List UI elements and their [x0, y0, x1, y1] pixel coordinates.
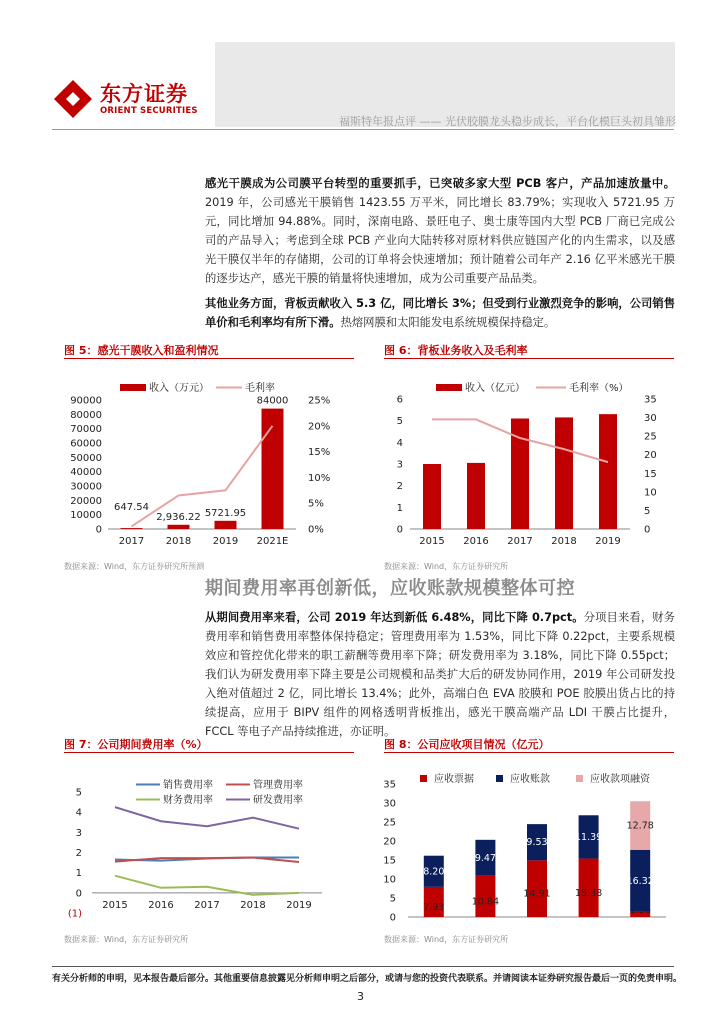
- fig7-x-tick: 2017: [194, 899, 220, 911]
- fig7-legend-label: 财务费用率: [163, 795, 213, 806]
- fig7-x-tick: 2019: [286, 899, 312, 911]
- fig5-bar: [168, 525, 190, 529]
- fig6-y2-tick: 20: [644, 450, 657, 462]
- fig6-legend-bar-swatch: [436, 384, 462, 391]
- fig7-y-tick: 1: [75, 868, 82, 880]
- fig7-divider: [64, 752, 354, 753]
- fig7-chart: [60, 776, 360, 926]
- fig8-y-tick: 5: [389, 893, 396, 905]
- fig5-legend-bar-label: 收入（万元）: [149, 383, 209, 394]
- company-logo: [52, 78, 198, 120]
- fig5-y2-tick: 20%: [308, 421, 331, 433]
- fig7-y-tick: 3: [75, 827, 82, 839]
- fig8-legend-swatch: [420, 775, 427, 782]
- fig7-legend-label: 销售费用率: [163, 780, 213, 791]
- fig6-y2-tick: 35: [644, 394, 657, 406]
- fig5-y2-tick: 15%: [308, 447, 331, 459]
- intro-p1-text: 2019 年，公司感光干膜销售 1423.55 万平米，同比增长 83.79%；实现收入 5721.95 万元，同比增加 94.88%。同时，深南电路、景旺电子、奥士康等国内大型 PCB 厂商已完成公司的产品导入；考虑到全球 PCB 产业向大陆转移对原材料供应链国产化的内生需求，以及感光干膜仅半年的存储期，公司的订单将会快速增加；预计随着公司年产 2.16 亿平米感光干膜的逐步达产，感光干膜的销量将快速增加，成为公司重要产品品类。: [205, 196, 675, 285]
- fig5-y-tick: 80000: [70, 409, 102, 421]
- fig5-bar: [121, 528, 143, 529]
- fig7-x-tick: 2018: [240, 899, 266, 911]
- fig7-y-tick: (1): [67, 908, 82, 920]
- fig8-bar-label: 12.78: [626, 820, 654, 832]
- logo-mark-icon: [52, 78, 94, 120]
- fig6-bar: [467, 463, 485, 529]
- fig5-y2-tick: 10%: [308, 472, 331, 484]
- fig8-y-tick: 20: [383, 836, 396, 848]
- fig8-bar-label: 9.53: [526, 837, 548, 849]
- header-divider: [52, 129, 674, 130]
- report-subtitle: 福斯特年报点评 —— 光伏胶膜龙头稳步成长，平台化模巨头初具雏形: [339, 115, 676, 128]
- fig5-source: 数据来源：Wind，东方证券研究所预测: [64, 562, 205, 571]
- fig6-x-tick: 2015: [419, 536, 445, 547]
- fig6-bar: [555, 417, 573, 529]
- fig5-margin-line: [132, 426, 273, 527]
- fig6-y-tick: 5: [396, 416, 403, 428]
- fig8-bar-label: 11.39: [574, 831, 603, 843]
- fig8-title: 图 8：公司应收项目情况（亿元）: [384, 738, 550, 751]
- fig7-y-tick: 2: [75, 848, 82, 859]
- intro-p1-bold: 感光干膜成为公司膜平台转型的重要抓手，已突破多家大型 PCB 客户，产品加速放量中。: [205, 177, 675, 190]
- fig5-y-tick: 70000: [70, 424, 102, 436]
- fig5-legend-line-label: 毛利率: [245, 383, 275, 394]
- fig6-y-tick: 0: [396, 524, 403, 536]
- fig8-legend-swatch: [496, 775, 503, 782]
- intro-p2-text: 热熔网膜和太阳能发电系统规模保持稳定。: [340, 316, 556, 329]
- logo-english: ORIENT SECURITIES: [100, 105, 198, 116]
- fig8-legend-label: 应收票据: [434, 774, 474, 785]
- fig5-y-tick: 50000: [70, 452, 102, 464]
- fig7-series-line: [115, 876, 299, 895]
- section-p-text: 分项目来看，财务费用率和销售费用率整体保持稳定；管理费用率为 1.53%，同比下降 0.22pct，主要系规模效应和管控优化带来的职工薪酬等费用率下降；研发费用率为 3.18%，同比下降 0.55pct；我们认为研发费用率下降主要是公司规模和品类扩大后的研发协同作用，2019 年公司研发投入绝对值超过 2 亿，同比增长 13.4%；此外，高端白色 EVA 胶膜和 POE 胶膜出货占比的持续提高，应用于 BIPV 组件的网格透明背板推出，感光干膜高端产品 LDI 干膜占比提升，FCCL 等电子产品持续推进，亦证明。: [205, 611, 675, 738]
- fig5-bar-label: 84000: [256, 395, 289, 407]
- fig7-legend-label: 管理费用率: [253, 780, 303, 791]
- fig6-legend-line-label: 毛利率（%）: [569, 383, 629, 394]
- fig6-y2-tick: 25: [644, 431, 657, 443]
- fig5-divider: [64, 358, 354, 359]
- fig6-y2-tick: 5: [644, 505, 651, 517]
- fig6-x-tick: 2018: [551, 536, 577, 547]
- fig5-x-tick: 2019: [212, 536, 239, 547]
- fig8-y-tick: 0: [389, 912, 396, 924]
- footer-divider: [52, 966, 674, 967]
- fig8-bar-label: 7.93: [423, 901, 445, 913]
- logo-chinese: 东方证券: [100, 81, 188, 106]
- intro-paragraph-1: [205, 174, 675, 288]
- section-heading: 期间费用率再创新低，应收账款规模整体可控: [205, 578, 575, 599]
- fig7-series-line: [115, 807, 299, 829]
- fig5-bar-label: 5721.95: [204, 507, 247, 519]
- fig8-divider: [384, 752, 674, 753]
- fig5-y-tick: 0: [95, 524, 102, 536]
- fig5-y-tick: 10000: [70, 510, 102, 522]
- fig5-bar: [215, 521, 237, 529]
- fig6-title: 图 6：背板业务收入及毛利率: [384, 344, 528, 357]
- fig8-bar-label: 14.91: [523, 888, 551, 900]
- fig5-x-tick: 2021E: [256, 536, 289, 547]
- fig6-x-tick: 2017: [507, 536, 533, 547]
- fig5-y2-tick: 5%: [308, 498, 324, 510]
- fig6-y-tick: 3: [396, 459, 403, 471]
- section-paragraph: [205, 608, 675, 741]
- fig5-legend-bar-swatch: [120, 384, 146, 391]
- fig8-y-tick: 15: [383, 855, 396, 867]
- fig8-legend-label: 应收账款: [510, 774, 550, 785]
- fig6-y2-tick: 10: [644, 487, 657, 499]
- fig8-bar-label: 9.47: [474, 852, 496, 864]
- fig8-bar-label: 10.84: [471, 896, 500, 908]
- fig6-source: 数据来源：Wind，东方证券研究所: [384, 562, 509, 571]
- fig5-y2-tick: 0%: [308, 524, 324, 536]
- fig7-x-tick: 2016: [148, 899, 174, 911]
- fig6-x-tick: 2016: [463, 536, 489, 547]
- fig6-y2-tick: 30: [644, 413, 657, 425]
- fig5-y-tick: 60000: [70, 438, 102, 450]
- fig6-y2-tick: 0: [644, 524, 651, 536]
- footer-disclaimer: 有关分析师的申明，见本报告最后部分。其他重要信息披露见分析师申明之后部分，或请与您的投资代表联系。并请阅读本证券研究报告最后一页的免责申明。: [52, 974, 683, 984]
- fig8-y-tick: 25: [383, 817, 396, 829]
- fig5-bar-label: 2,936.22: [156, 511, 201, 523]
- fig5-y-tick: 30000: [70, 481, 102, 493]
- fig8-chart: [384, 774, 674, 926]
- fig7-y-tick: 5: [75, 787, 82, 799]
- fig6-y-tick: 1: [396, 502, 403, 514]
- fig8-bar-label: 8.20: [423, 866, 445, 878]
- fig8-bar-label: 15.38: [574, 887, 603, 899]
- section-p-bold: 从期间费用率来看，公司 2019 年达到新低 6.48%，同比下降 0.7pct。: [205, 611, 584, 624]
- fig8-bar-label: 16.32: [626, 875, 654, 887]
- fig5-x-tick: 2018: [165, 536, 192, 547]
- fig5-y2-tick: 25%: [308, 395, 331, 407]
- fig8-y-tick: 35: [383, 779, 396, 791]
- fig6-bar: [423, 464, 441, 529]
- fig8-legend-swatch: [576, 775, 583, 782]
- page-number: 3: [357, 990, 364, 1003]
- fig6-legend-bar-label: 收入（亿元）: [465, 383, 525, 394]
- fig7-title: 图 7：公司期间费用率（%）: [64, 738, 208, 751]
- fig6-y-tick: 2: [396, 481, 403, 493]
- fig8-source: 数据来源：Wind，东方证券研究所: [384, 935, 509, 944]
- fig7-legend-label: 研发费用率: [253, 795, 303, 806]
- fig5-x-tick: 2017: [118, 536, 145, 547]
- fig5-y-tick: 90000: [70, 395, 102, 407]
- fig5-y-tick: 40000: [70, 467, 102, 479]
- fig8-y-tick: 30: [383, 798, 396, 810]
- fig7-source: 数据来源：Wind，东方证券研究所: [64, 935, 189, 944]
- fig5-y-tick: 20000: [70, 495, 102, 507]
- fig6-chart: [384, 383, 674, 551]
- fig8-legend-label: 应收款项融资: [590, 774, 650, 785]
- fig5-title: 图 5：感光干膜收入和盈利情况: [64, 344, 219, 357]
- fig7-y-tick: 4: [75, 807, 82, 819]
- fig5-bar-label: 647.54: [114, 502, 149, 514]
- fig5-chart: [60, 383, 360, 551]
- fig6-y-tick: 4: [396, 437, 403, 449]
- intro-paragraph-2: [205, 294, 675, 332]
- fig6-y2-tick: 15: [644, 468, 657, 480]
- fig6-bar: [599, 414, 617, 529]
- fig7-x-tick: 2015: [102, 899, 128, 911]
- fig8-y-tick: 10: [383, 874, 396, 886]
- fig6-y-tick: 6: [396, 394, 403, 406]
- fig7-y-tick: 0: [75, 888, 82, 900]
- fig6-divider: [384, 358, 674, 359]
- intro-p2-bold: 其他业务方面，背板贡献收入 5.3 亿，同比增长 3%；但受到行业激烈竞争的影响，公司销售单价和毛利率均有所下滑。: [205, 297, 675, 329]
- fig6-x-tick: 2019: [595, 536, 621, 547]
